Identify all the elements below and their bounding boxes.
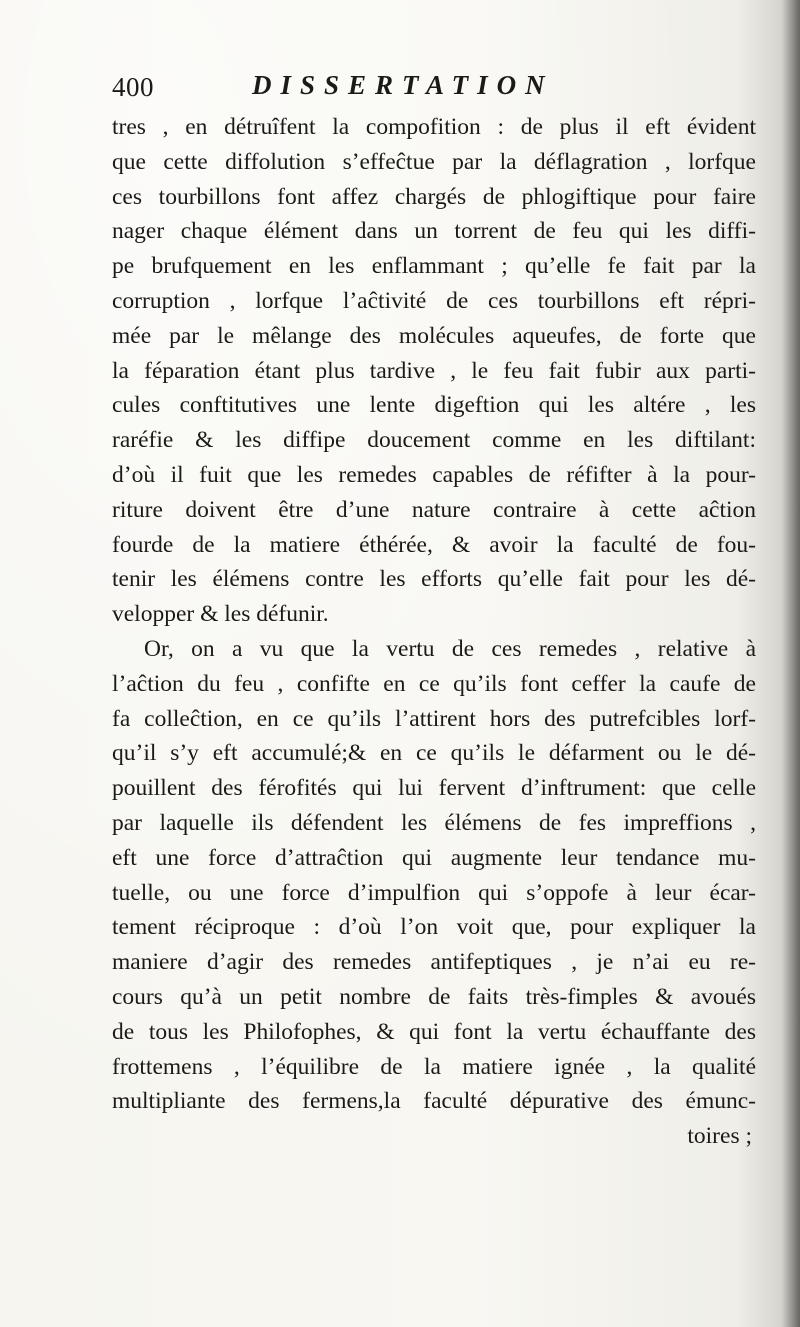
text-line: la féparation étant plus tardive , le feu fait fubir aux parti- (112, 357, 756, 384)
text-line: mée par le mêlange des molécules aqueufes, de forte que (112, 322, 756, 349)
text-line: par laquelle ils défendent les élémens de fes impreffions , (112, 809, 756, 836)
text-line: l’aĉtion du feu , confifte en ce qu’ils font ceffer la caufe de (112, 670, 756, 697)
text-line: ces tourbillons font affez chargés de phlogiftique pour faire (112, 183, 756, 210)
text-line: cules conftitutives une lente digeftion qui les altére , les (112, 392, 756, 419)
text-line: tuelle, ou une force d’impulfion qui s’oppofe à leur écar- (112, 879, 756, 906)
text-line: maniere d’agir des remedes antifeptiques , je n’ai eu re- (112, 949, 756, 976)
body-text (112, 110, 756, 1154)
text-line: fourde de la matiere éthérée, & avoir la faculté de fou- (112, 531, 756, 558)
text-line: riture doivent être d’une nature contraire à cette aĉtion (112, 496, 756, 523)
text-line: tement réciproque : d’où l’on voit que, pour expliquer la (112, 914, 756, 941)
text-line: que cette diffolution s’effeĉtue par la déflagration , lorfque (112, 148, 756, 175)
text-line: tres , en détruîfent la compofition : de plus il eft évident (112, 114, 756, 140)
running-head: DISSERTATION (252, 70, 554, 100)
text-line: tenir les élémens contre les efforts qu’elle fait pour les dé- (112, 566, 756, 593)
text-line: qu’il s’y eft accumulé;& en ce qu’ils le défarment ou le dé- (112, 740, 756, 767)
text-line: velopper & les défunir. (112, 601, 329, 628)
text-line: pouillent des férofités qui lui fervent d’inftrument: que celle (112, 775, 756, 802)
text-line: multipliante des fermens,la faculté dépurative des émunc- (112, 1088, 756, 1115)
catchword-line: toires ; (687, 1123, 752, 1150)
text-line: raréfie & les diffipe doucement comme en les diftilant: (112, 427, 756, 454)
page-number: 400 (112, 72, 154, 102)
text-line: eft une force d’attraĉtion qui augmente leur tendance mu- (112, 844, 756, 871)
text-line: fa colleĉtion, en ce qu’ils l’attirent hors des putrefcibles lorf- (112, 705, 756, 732)
paragraph-start-line: Or, on a vu que la vertu de ces remedes , relative à (144, 635, 756, 662)
text-line: corruption , lorfque l’aĉtivité de ces tourbillons eft répri- (112, 287, 756, 314)
text-line: cours qu’à un petit nombre de faits très-fimples & avoués (112, 983, 756, 1010)
text-line: pe brufquement en les enflammant ; qu’elle fe fait par la (112, 253, 756, 280)
text-line: nager chaque élément dans un torrent de feu qui les diffi- (112, 218, 756, 245)
text-line: frottemens , l’équilibre de la matiere ignée , la qualité (112, 1053, 756, 1080)
text-line: d’où il fuit que les remedes capables de réfifter à la pour- (112, 461, 756, 488)
page-gutter-shadow (782, 0, 800, 1327)
page-header (112, 66, 752, 110)
text-line: de tous les Philofophes, & qui font la vertu échauffante des (112, 1018, 756, 1045)
